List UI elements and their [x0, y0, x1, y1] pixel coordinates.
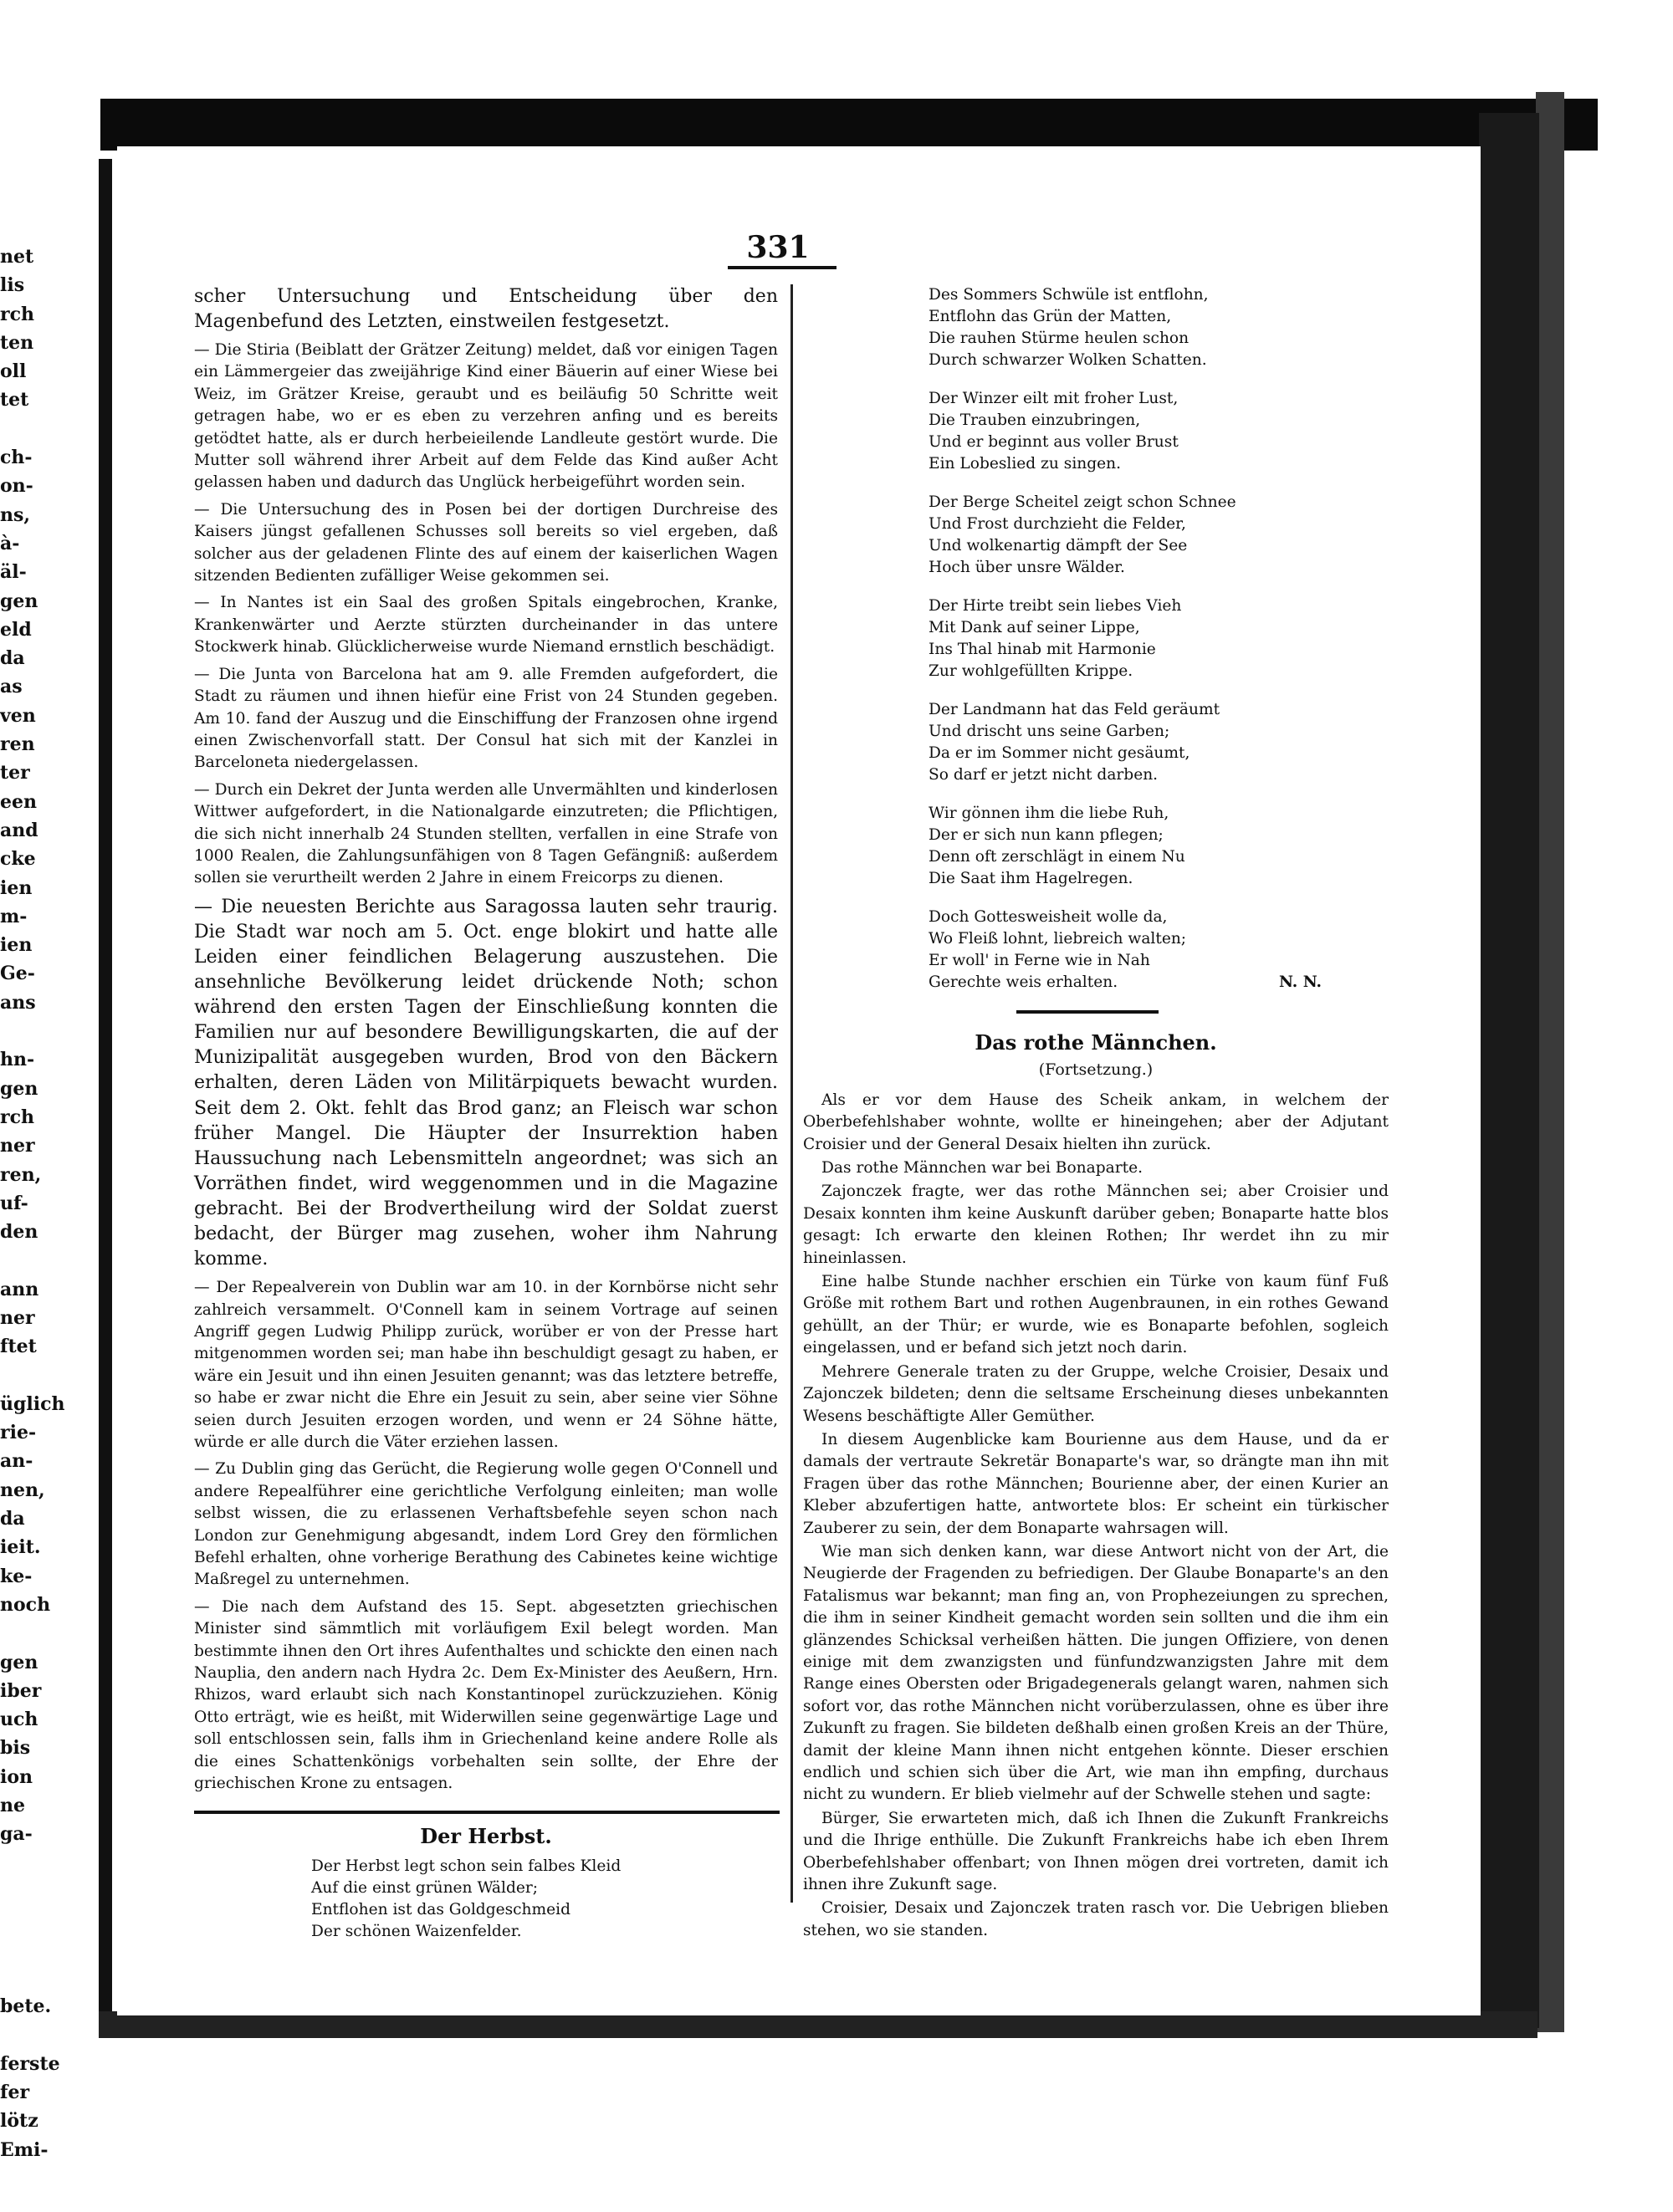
- news-items-2: [194, 1277, 778, 1795]
- poem-line: Der Landmann hat das Feld geräumt: [929, 701, 1220, 718]
- poem-line: Die Trauben einzubringen,: [929, 411, 1141, 429]
- story-paragraph: Bürger, Sie erwarteten mich, daß ich Ihnen die Zukunft Frankreichs und die Ihrige enthülle. Die Zukunft Frankreichs habe ich eben Ihrem Oberbefehlshaber offenbart; von Ihnen mögen drei vortreten, damit ich ihnen ihre Zukunft sage.: [803, 1809, 1389, 1894]
- story-paragraph: Wie man sich denken kann, war diese Antwort nicht von der Art, die Neugierde der Fragenden zu befriedigen. Der Glaube Bonaparte's an den Fatalismus war bekannt; man fing an, von Prophezeiungen zu sprechen, die ihm in seiner Kindheit gemacht worden sein sollten und die ihm ein glänzendes Schicksal verheißen hätten. Die jungen Offiziere, von denen einige mit dem zwanzigsten und fünfundzwanzigsten Jahre mit dem Range eines Obersten oder Brigadegenerals gelangt waren, nahmen sich sofort vor, das rothe Männchen nicht vorüberzulassen, ohne es über ihre Zukunft zu fragen. Sie bildeten deßhalb einen großen Kreis an der Thüre, damit der kleine Mann ihnen nicht entgehen könnte. Dieser erschien endlich und schien sich über die Art, wie man ihn empfing, durchaus nicht zu wundern. Er blieb vielmehr auf der Schwelle stehen und sagte:: [803, 1542, 1389, 1804]
- page-number: 331: [746, 230, 810, 265]
- margin-fragment: [0, 1906, 37, 1934]
- margin-fragment: bis: [0, 1737, 31, 1760]
- margin-fragment: [0, 415, 37, 443]
- margin-fragment: den: [0, 1221, 38, 1244]
- story-paragraph: Das rothe Männchen war bei Bonaparte.: [821, 1159, 1143, 1178]
- margin-fragment: à-: [0, 532, 20, 554]
- margin-fragment: [0, 1246, 37, 1275]
- scan-gutter-line: [99, 159, 112, 2032]
- poem-stanza: [929, 388, 1389, 475]
- margin-fragment: üglich: [0, 1392, 65, 1415]
- story-paragraph: Als er vor dem Hause des Scheik ankam, in welchem der Oberbefehlshaber wohnte, wollte er hineingehen; aber der Adjutant Croisier und der General Desaix hielten ihn zurück.: [803, 1091, 1389, 1153]
- margin-fragment: Emi-: [0, 2138, 49, 2161]
- margin-fragment: [0, 1877, 37, 1906]
- news-item: — In Nantes ist ein Saal des großen Spitals eingebrochen, Kranke, Krankenwärter und Aerzte stürzten durcheinander in das untere Stockwerk hinab. Glücklicherweise wurde Niemand ernstlich beschädigt.: [194, 594, 778, 656]
- story-body: [803, 1090, 1389, 1942]
- poem-line: Und wolkenartig dämpft der See: [929, 537, 1188, 554]
- margin-fragment: [0, 1964, 37, 1992]
- margin-fragment: uch: [0, 1709, 38, 1731]
- margin-fragment: ieit.: [0, 1536, 41, 1559]
- poem-line: Und Frost durchzieht die Felder,: [929, 515, 1186, 533]
- poem-line: Ins Thal hinab mit Harmonie: [929, 641, 1156, 658]
- margin-fragment: eld: [0, 618, 32, 641]
- margin-fragment: oll: [0, 360, 27, 383]
- news-item: — Die nach dem Aufstand des 15. Sept. abgesetzten griechischen Minister sind sämmtlich mit vorläufigem Exil belegt worden. Man bestimmte ihnen den Ort ihres Aufenthaltes und schickte den einen nach Nauplia, den andern nach Hydra 2c. Dem Ex-Minister des Aeußern, Hrn. Rhizos, ward erlaubt sich nach Konstantinopel zurückzuziehen. König Otto erträgt, wie es heißt, mit Widerwillen seine gegenwärtige Lage und soll entschlossen sein, falls ihm in Griechenland keine andere Rolle als die eines Schattenkönigs vorbehalten sein sollte, der Ehre der griechischen Krone zu entsagen.: [194, 1597, 778, 1793]
- poem-line: Der er sich nun kann pflegen;: [929, 826, 1164, 844]
- margin-fragment: ter: [0, 762, 30, 784]
- section-rule: [194, 1811, 780, 1814]
- margin-fragment: [0, 1361, 37, 1390]
- margin-fragment: ven: [0, 704, 36, 727]
- margin-fragment: m-: [0, 905, 28, 927]
- margin-fragment: gen: [0, 590, 38, 612]
- poem-stanza: [929, 907, 1389, 994]
- margin-fragment: iber: [0, 1679, 42, 1702]
- poem-stanzas: [803, 284, 1389, 994]
- margin-fragment: ann: [0, 1278, 39, 1300]
- margin-fragment: da: [0, 1508, 25, 1530]
- poem-line: Und er beginnt aus voller Brust: [929, 433, 1179, 451]
- margin-fragment: as: [0, 676, 23, 698]
- poem-line: Denn oft zerschlägt in einem Nu: [929, 848, 1185, 866]
- scan-book-edge-right: [1536, 92, 1564, 2032]
- poem-line: So darf er jetzt nicht darben.: [929, 766, 1159, 784]
- news-items-1: [194, 340, 778, 890]
- column-divider: [790, 284, 793, 1903]
- margin-fragment: [0, 1935, 37, 1964]
- poem-line: Da er im Sommer nicht gesäumt,: [929, 744, 1190, 762]
- margin-fragment: ner: [0, 1306, 35, 1329]
- poem-line: Des Sommers Schwüle ist entflohn,: [929, 286, 1209, 304]
- scan-dark-border-top: [100, 99, 1598, 151]
- story-paragraph: In diesem Augenblicke kam Bourienne aus dem Hause, und da er damals der vertraute Sekretär Bonaparte's war, so drängte man ihn mit Fragen über das rothe Männchen; Bourienne aber, der einen Kurier an Kleber abzufertigen hatte, antwortete blos: Er scheint ein türkischer Zauberer zu sein, der dem Bonaparte wahrsagen will.: [803, 1430, 1389, 1537]
- margin-fragment: cke: [0, 848, 36, 871]
- news-item: — Die Untersuchung des in Posen bei der dortigen Durchreise des Kaisers jüngst gefallenen Schusses soll bereits so viel ergeben, daß solcher aus der geladenen Flinte des auf einem der kaiserlichen Wagen sitzenden Bedienten zufälliger Weise gekommen sei.: [194, 500, 778, 585]
- poem-line: Der schönen Waizenfelder.: [311, 1922, 522, 1940]
- story-paragraph: Zajonczek fragte, wer das rothe Männchen sei; aber Croisier und Desaix konnten ihm keine Auskunft darüber geben; Bonaparte hatte blos gesagt: Ich erwarte den kleinen Rothen; Ihr werdet ihn zu mir hineinlassen.: [803, 1183, 1389, 1267]
- story-title: Das rothe Männchen.: [975, 1030, 1217, 1055]
- poem-line: Mit Dank auf seiner Lippe,: [929, 619, 1140, 636]
- margin-fragment: ion: [0, 1765, 33, 1788]
- story-paragraph: Mehrere Generale traten zu der Gruppe, welche Croisier, Desaix und Zajonczek bildeten; denn die seltsame Erscheinung dieses unbekannten Wesens beschäftigte Aller Gemüther.: [803, 1362, 1389, 1425]
- poem-line: Auf die einst grünen Wälder;: [311, 1878, 539, 1897]
- margin-fragment: an-: [0, 1450, 33, 1473]
- story-subtitle: (Fortsetzung.): [1038, 1060, 1154, 1080]
- margin-fragment: ren,: [0, 1163, 42, 1186]
- margin-fragment: [0, 1849, 37, 1877]
- poem-line: Gerechte weis erhalten. N. N.: [929, 972, 1389, 994]
- scan-dark-border-right: [1479, 113, 1539, 2028]
- news-item: — Die Junta von Barcelona hat am 9. alle Fremden aufgefordert, die Stadt zu räumen und ihnen hiefür eine Frist von 24 Stunden gegeben. Am 10. fand der Auszug und die Einschiffung der Franzosen ohne irgend einen Zwischenvorfall statt. Der Consul hat sich mit der Kanzlei in Barceloneta niedergelassen.: [194, 665, 778, 772]
- poem-line: Er woll' in Ferne wie in Nah: [929, 952, 1150, 969]
- margin-fragment: hn-: [0, 1049, 35, 1071]
- poem-title: Der Herbst.: [420, 1823, 552, 1848]
- poem-line: Der Hirte treibt sein liebes Vieh: [929, 597, 1182, 615]
- previous-page-margin-fragments: [0, 243, 65, 2164]
- saragossa-report: — Die neuesten Berichte aus Saragossa lauten sehr traurig. Die Stadt war noch am 5. Oct. enge blokirt und hatte alle Leiden einer feindlichen Belagerung auszustehen. Die ansehnliche Bevölkerung leidet drückende Noth; schon während den ersten Tagen der Einschließung konnten die Familien nur auf besondere Bewilligungskarten, die auf der Munizipalität ausgegeben wurden, Brod von den Bäckern erhalten, deren Läden von Militärpiquets bewacht wurden. Seit dem 2. Okt. fehlt das Brod ganz; an Fleisch war schon früher Mangel. Die Häupter der Insurrektion haben Haussuchung nach Lebensmitteln angeordnet; was sich an Vorräthen findet, wird weggenommen und in die Magazine gebracht. Bei der Brodvertheilung wird der Soldat zuerst bedacht, der Bürger mag zusehen, woher ihm Nahrung komme.: [194, 896, 778, 1270]
- margin-fragment: [0, 1017, 37, 1045]
- poem-line: Doch Gottesweisheit wolle da,: [929, 908, 1168, 926]
- poem-line: Der Herbst legt schon sein falbes Kleid: [311, 1857, 622, 1875]
- poem-line: Der Berge Scheitel zeigt schon Schnee: [929, 493, 1236, 511]
- poem-line: Wo Fleiß lohnt, liebreich walten;: [929, 930, 1187, 948]
- margin-fragment: rch: [0, 1106, 34, 1128]
- poem-first-stanza: [311, 1856, 778, 1943]
- poem-line: Die Saat ihm Hagelregen.: [929, 870, 1133, 887]
- poem-line: Entflohn das Grün der Matten,: [929, 308, 1172, 325]
- margin-fragment: rie-: [0, 1422, 37, 1444]
- poem-line: Zur wohlgefüllten Krippe.: [929, 662, 1133, 680]
- story-paragraph: Croisier, Desaix und Zajonczek traten rasch vor. Die Uebrigen blieben stehen, wo sie standen.: [803, 1899, 1389, 1939]
- margin-fragment: ke-: [0, 1565, 33, 1587]
- continued-paragraph: scher Untersuchung und Entscheidung über den Magenbefund des Letzten, einstweilen festgesetzt.: [194, 286, 778, 332]
- margin-fragment: rch: [0, 303, 34, 325]
- margin-fragment: een: [0, 790, 37, 813]
- margin-fragment: ch-: [0, 447, 33, 469]
- poem-stanza: [929, 699, 1389, 786]
- margin-fragment: ne: [0, 1795, 25, 1817]
- poem-line: Ein Lobeslied zu singen.: [929, 455, 1122, 473]
- poem-line: Wir gönnen ihm die liebe Ruh,: [929, 805, 1169, 822]
- margin-fragment: ner: [0, 1135, 35, 1157]
- margin-fragment: ans: [0, 991, 36, 1014]
- margin-fragment: nen,: [0, 1479, 45, 1501]
- poem-line: Entflohen ist das Goldgeschmeid: [311, 1900, 571, 1918]
- margin-fragment: ga-: [0, 1823, 33, 1846]
- poem-line: Hoch über unsre Wälder.: [929, 559, 1125, 576]
- margin-fragment: ien: [0, 934, 33, 957]
- poem-line: Der Winzer eilt mit froher Lust,: [929, 390, 1179, 407]
- poem-stanza: [929, 492, 1389, 579]
- left-column: [194, 284, 778, 1943]
- margin-fragment: da: [0, 647, 25, 670]
- page-number-rule: [728, 266, 836, 269]
- margin-fragment: and: [0, 819, 38, 841]
- margin-fragment: gen: [0, 1651, 38, 1673]
- margin-fragment: ten: [0, 331, 34, 354]
- margin-fragment: noch: [0, 1593, 51, 1616]
- news-item: — Die Stiria (Beiblatt der Grätzer Zeitung) meldet, daß vor einigen Tagen ein Lämmergeier das zweijährige Kind einer Bäuerin auf einer Wiese bei Weiz, im Grätzer Kreise, geraubt und es beiläufig 50 Schritte weit getragen habe, wo er es eben zu verzehren anfing und es bereits getödtet hatte, als er durch herbeieilende Landleute gestört wurde. Die Mutter soll während ihrer Arbeit auf dem Felde das Kind außer Acht gelassen haben und dadurch das Unglück herbeigeführt worden sein.: [194, 341, 778, 492]
- poem-stanza: [929, 595, 1389, 682]
- margin-fragment: ferste: [0, 2052, 60, 2075]
- margin-fragment: bete.: [0, 1995, 52, 2018]
- margin-fragment: on-: [0, 475, 33, 498]
- margin-fragment: äl-: [0, 561, 27, 584]
- poem-end-rule: [1016, 1010, 1159, 1014]
- poem-stanza: [929, 284, 1389, 371]
- poem-signature: N. N.: [1278, 973, 1322, 991]
- margin-fragment: net: [0, 246, 34, 268]
- right-column: [803, 284, 1389, 1944]
- story-paragraph: Eine halbe Stunde nachher erschien ein Türke von kaum fünf Fuß Größe mit rothem Bart und rothen Augenbraunen, in ein rothes Gewand gehüllt, an der Thür; er wurde, wie es Bonaparte befohlen, sogleich eingelassen, und er befand sich jetzt noch darin.: [803, 1273, 1389, 1357]
- margin-fragment: Ge-: [0, 963, 35, 985]
- margin-fragment: fer: [0, 2082, 30, 2103]
- margin-fragment: [0, 1619, 37, 1648]
- news-item: — Durch ein Dekret der Junta werden alle Unvermählten und kinderlosen Wittwer aufgefordert, in die Nationalgarde einzutreten; die Pflichtigen, die sich nicht innerhalb 24 Stunden stellten, verfallen in eine Strafe von 1000 Realen, die Zahlungsunfähigen von 8 Tagen Gefängniß: außerdem sollen sie verurtheilt werden 2 Jahre in einem Freicorps zu dienen.: [194, 780, 778, 887]
- margin-fragment: ftet: [0, 1336, 37, 1358]
- news-item: — Zu Dublin ging das Gerücht, die Regierung wolle gegen O'Connell und andere Repealführer eine gerichtliche Verfolgung einleiten; man wolle selbst wissen, die zu erlassenen Verhaftsbefehle seyen schon nach London zur Genehmigung abgesandt, indem Lord Grey den förmlichen Befehl erhalten, ohne vorherige Berathung des Cabinetes keine wichtige Maßregel zu unternehmen.: [194, 1460, 778, 1589]
- poem-line: Durch schwarzer Wolken Schatten.: [929, 351, 1207, 369]
- margin-fragment: [0, 2020, 37, 2049]
- margin-fragment: lötz: [0, 2110, 38, 2133]
- news-item: — Der Repealverein von Dublin war am 10. in der Kornbörse nicht sehr zahlreich versammelt. O'Connell kam in seinem Vortrage auf seinen Angriff gegen Ludwig Philipp zurück, worüber er von der Presse hart mitgenommen worden sei; man habe ihn beschuldigt gesagt zu haben, er wäre ein Jesuit und ihn einen Jesuiten genannt; was das letztere betreffe, so habe er zwar nicht die Ehre ein Jesuit zu sein, aber seine vier Söhne seien durch Jesuiten erzogen worden, und wenn er 24 Söhne hätte, würde er alle durch die Väter erziehen lassen.: [194, 1279, 778, 1451]
- margin-fragment: tet: [0, 389, 29, 411]
- margin-fragment: uf-: [0, 1192, 28, 1214]
- poem-stanza: [929, 803, 1389, 890]
- margin-fragment: lis: [0, 274, 25, 297]
- margin-fragment: gen: [0, 1077, 38, 1100]
- margin-fragment: ien: [0, 876, 33, 899]
- poem-line: Die rauhen Stürme heulen schon: [929, 330, 1190, 347]
- poem-line: Und drischt uns seine Garben;: [929, 723, 1170, 740]
- margin-fragment: ns,: [0, 503, 31, 526]
- margin-fragment: ren: [0, 733, 35, 756]
